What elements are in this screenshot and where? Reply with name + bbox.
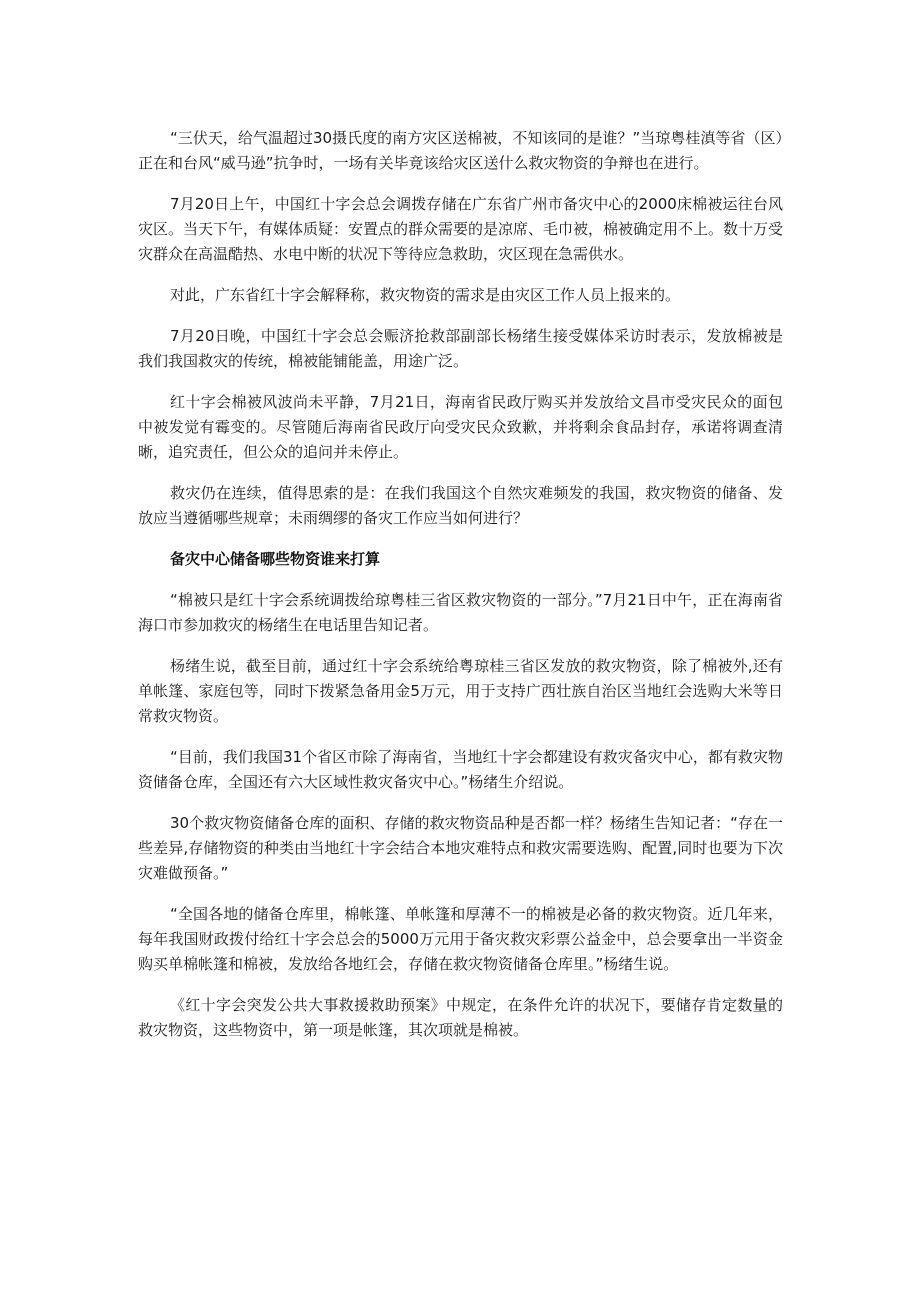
paragraph: 7月20日晚，中国红十字会总会赈济抢救部副部长杨绪生接受媒体采访时表示，发放棉被是我们我国救灾的传统，棉被能铺能盖，用途广泛。 bbox=[138, 327, 783, 370]
paragraph: “三伏天，给气温超过30摄氏度的南方灾区送棉被，不知该同的是谁？”当琼粤桂滇等省（区）正在和台风“威马逊”抗争时，一场有关毕竟该给灾区送什么救灾物资的争辩也在进行。 bbox=[138, 129, 783, 172]
paragraph: “全国各地的储备仓库里，棉帐篷、单帐篷和厚薄不一的棉被是必备的救灾物资。近几年来，每年我国财政拨付给红十字会总会的5000万元用于备灾救灾彩票公益金中，总会要拿出一半资金购买单棉帐篷和棉被，发放给各地红会，存储在救灾物资储备仓库里。”杨绪生说。 bbox=[138, 905, 783, 973]
paragraph: 7月20日上午，中国红十字会总会调拨存储在广东省广州市备灾中心的2000床棉被运往台风灾区。当天下午，有媒体质疑：安置点的群众需要的是凉席、毛巾被，棉被确定用不上。数十万受灾群众在高温酷热、水电中断的状况下等待应急救助，灾区现在急需供水。 bbox=[138, 195, 784, 263]
document-page bbox=[138, 126, 783, 1059]
paragraph: 《红十字会突发公共大事救援救助预案》中规定，在条件允许的状况下，要储存肯定数量的救灾物资，这些物资中，第一项是帐篷，其次项就是棉被。 bbox=[138, 996, 783, 1039]
paragraph: 杨绪生说，截至目前，通过红十字会系统给粤琼桂三省区发放的救灾物资，除了棉被外,还有单帐篷、家庭包等，同时下拨紧急备用金5万元，用于支持广西壮族自治区当地红会选购大米等日常救灾物资。 bbox=[138, 657, 783, 725]
paragraph: 红十字会棉被风波尚未平静，7月21日，海南省民政厅购买并发放给文昌市受灾民众的面包中被发觉有霉变的。尽管随后海南省民政厅向受灾民众致歉，并将剩余食品封存，承诺将调查清晰，追究责任，但公众的追问并未停止。 bbox=[138, 393, 783, 461]
paragraph: 30个救灾物资储备仓库的面积、存储的救灾物资品种是否都一样？杨绪生告知记者：“存在一些差异,存储物资的种类由当地红十字会结合本地灾难特点和救灾需要选购、配置,同时也要为下次灾难做预备。” bbox=[138, 814, 783, 882]
section-heading: 备灾中心储备哪些物资谁来打算 bbox=[170, 550, 381, 568]
paragraph: “棉被只是红十字会系统调拨给琼粤桂三省区救灾物资的一部分。”7月21日中午，正在海南省海口市参加救灾的杨绪生在电话里告知记者。 bbox=[138, 591, 783, 634]
paragraph: 对此，广东省红十字会解释称，救灾物资的需求是由灾区工作人员上报来的。 bbox=[170, 286, 681, 304]
paragraph: “目前，我们我国31个省区市除了海南省，当地红十字会都建设有救灾备灾中心，都有救灾物资储备仓库，全国还有六大区域性救灾备灾中心。”杨绪生介绍说。 bbox=[138, 748, 783, 791]
paragraph: 救灾仍在连续，值得思索的是：在我们我国这个自然灾难频发的我国，救灾物资的储备、发放应当遵循哪些规章；未雨绸缪的备灾工作应当如何进行？ bbox=[138, 484, 783, 527]
